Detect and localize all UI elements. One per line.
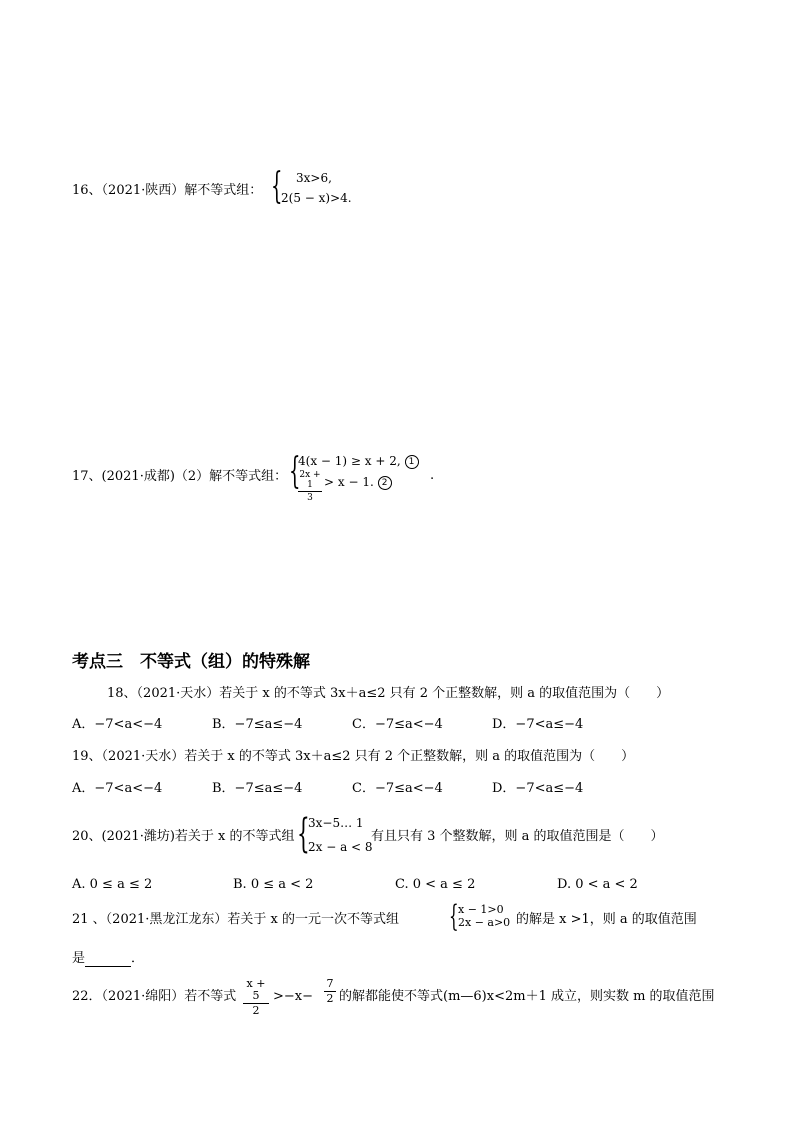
q20-line2: 2x − a < 8 — [308, 840, 373, 854]
q17-fraction — [298, 470, 322, 503]
q20-option-a: A. 0 ≤ a ≤ 2 — [72, 877, 153, 892]
q22-frac2-num: 7 — [326, 977, 334, 990]
q19-stem: 19、（2021·天水）若关于 x 的不等式 3x＋a≤2 只有 2 个正整数解，则 a 的取值范围为（ ） — [72, 749, 635, 764]
q21-suffix: 的解是 x >1，则 a 的取值范围 — [516, 912, 697, 927]
q19-option-b: B．−7≤a≤−4 — [212, 781, 303, 796]
circled-number-2: 2 — [378, 476, 392, 490]
q22-frac1-den: 2 — [252, 1004, 260, 1017]
q17-frac-bar — [298, 491, 322, 492]
q19-option-d: D．−7<a≤−4 — [492, 781, 584, 796]
q17-line2-text: > x − 1. — [324, 475, 374, 489]
q16-line2: 2(5 − x)>4. — [281, 191, 352, 205]
q22-suffix: 的解都能使不等式(m—6)x<2m＋1 成立，则实数 m 的取值范围 — [339, 989, 715, 1004]
section-title: 考点三 不等式（组）的特殊解 — [72, 652, 310, 672]
q16-line1: 3x>6, — [296, 171, 332, 185]
q19-option-c: C．−7≤a<−4 — [352, 781, 443, 796]
q21-brace: { — [449, 899, 459, 934]
q22-fraction-1 — [243, 978, 269, 1017]
q17-prefix: 17、(2021·成都)（2）解不等式组： — [72, 469, 288, 484]
circled-number-1: 1 — [405, 455, 419, 469]
q20-option-b: B. 0 ≤ a < 2 — [233, 877, 314, 892]
q20-suffix: 有且只有 3 个整数解，则 a 的取值范围是（ ） — [371, 829, 664, 844]
q22-frac2-den: 2 — [326, 992, 334, 1005]
q18-option-d: D．−7<a≤−4 — [492, 717, 584, 732]
q21-line-b — [72, 951, 144, 967]
q22-fraction-2 — [324, 978, 336, 1005]
q21-line2: 2x − a>0 — [458, 916, 511, 929]
q16-brace: { — [271, 166, 283, 207]
answer-blank[interactable] — [85, 954, 131, 967]
q21-end: ． — [131, 951, 145, 966]
q18-option-a: A．−7<a<−4 — [72, 717, 163, 732]
q17-line1-text: 4(x − 1) ≥ x + 2, — [298, 454, 401, 468]
q22-mid: >−x− — [273, 989, 314, 1004]
q21-line-b-text: 是 — [72, 951, 86, 966]
q20-option-d: D. 0 < a < 2 — [557, 877, 638, 892]
q21-prefix: 21 、（2021·黑龙江龙东）若关于 x 的一元一次不等式组 — [72, 912, 399, 927]
q18-stem: 18、（2021·天水）若关于 x 的不等式 3x＋a≤2 只有 2 个正整数解，则 a 的取值范围为（ ） — [107, 686, 670, 701]
q18-option-c: C．−7≤a<−4 — [352, 717, 443, 732]
q17-frac-den: 3 — [307, 493, 313, 503]
q19-option-a: A．−7<a<−4 — [72, 781, 163, 796]
q17-brace: { — [289, 451, 301, 492]
q20-line1: 3x−5… 1 — [308, 816, 364, 830]
q18-option-b: B．−7≤a≤−4 — [212, 717, 303, 732]
q20-brace: { — [297, 811, 310, 857]
q17-suffix: . — [430, 468, 435, 483]
q20-prefix: 20、(2021·潍坊)若关于 x 的不等式组 — [72, 829, 295, 844]
q20-option-c: C. 0 < a ≤ 2 — [395, 877, 476, 892]
q17-frac-num: 2x + 1 — [299, 470, 321, 490]
q16-prefix: 16、（2021·陕西）解不等式组： — [72, 183, 263, 198]
q21-line1: x − 1>0 — [458, 903, 504, 916]
q22-prefix: 22．（2021·绵阳）若不等式 — [72, 989, 237, 1004]
q22-frac1-num: x + 5 — [246, 977, 266, 1002]
q17-line2 — [324, 475, 392, 490]
q17-line1 — [298, 454, 419, 469]
